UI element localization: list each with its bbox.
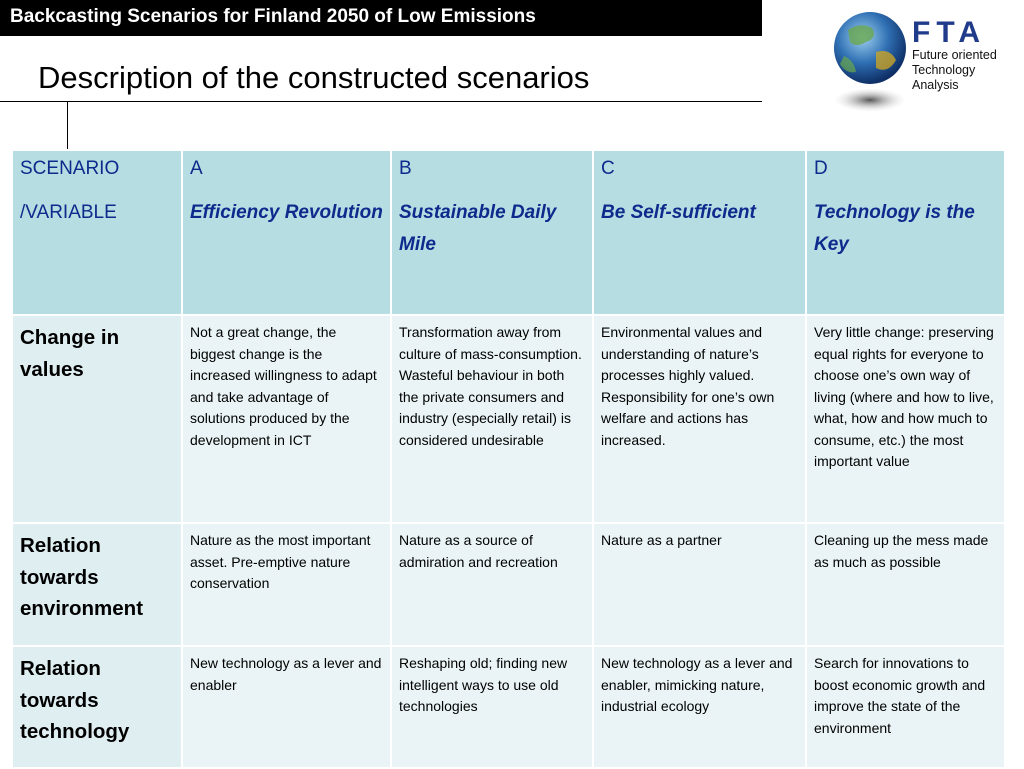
scenario-header-d (806, 150, 1005, 315)
logo-text (912, 18, 997, 93)
scenario-name: Efficiency Revolution (190, 202, 383, 223)
corner-header-cell (12, 150, 182, 315)
scenario-letter: A (190, 158, 203, 179)
table-cell: Not a great change, the biggest change is the increased willingness to adapt and take advantage of solutions produced by the development in ICT (182, 315, 391, 523)
scenario-header-c (593, 150, 806, 315)
vertical-divider (67, 101, 68, 149)
variable-label: Relation towards technology (12, 646, 182, 768)
table-row (12, 315, 1005, 523)
table-cell: Nature as a source of admiration and recreation (391, 523, 593, 646)
table-cell: New technology as a lever and enabler, mimicking nature, industrial ecology (593, 646, 806, 768)
banner-text: Backcasting Scenarios for Finland 2050 of Low Emissions (10, 6, 536, 27)
table-cell: Cleaning up the mess made as much as possible (806, 523, 1005, 646)
title-banner (0, 0, 762, 36)
scenario-letter: D (814, 158, 828, 179)
title-underline (0, 101, 762, 102)
table-cell: Nature as the most important asset. Pre-emptive nature conservation (182, 523, 391, 646)
scenario-name: Technology is the Key (814, 202, 975, 255)
table-cell: Environmental values and understanding of nature’s processes highly valued. Responsibility for one’s own welfare and actions has increased. (593, 315, 806, 523)
table-cell: Transformation away from culture of mass-consumption. Wasteful behaviour in both the private consumers and industry (especially retail) is considered undesirable (391, 315, 593, 523)
logo-abbr: FTA (912, 16, 987, 49)
scenario-header-b (391, 150, 593, 315)
table-cell: Reshaping old; finding new intelligent ways to use old technologies (391, 646, 593, 768)
scenario-letter: C (601, 158, 615, 179)
table-cell: Search for innovations to boost economic growth and improve the state of the environment (806, 646, 1005, 768)
table-cell: Very little change: preserving equal rights for everyone to choose one’s own way of living (where and how to live, what, how and how much to consume, etc.) the most important value (806, 315, 1005, 523)
variable-label: Relation towards environment (12, 523, 182, 646)
corner-label-2: /VARIABLE (20, 202, 117, 223)
fta-logo (826, 8, 1016, 118)
scenario-letter: B (399, 158, 412, 179)
scenario-name: Sustainable Daily Mile (399, 202, 557, 255)
scenario-table (11, 149, 1006, 769)
table-row (12, 646, 1005, 768)
table-row (12, 523, 1005, 646)
globe-icon (826, 8, 916, 118)
slide-title: Description of the constructed scenarios (38, 60, 590, 95)
corner-label-1: SCENARIO (20, 158, 120, 179)
logo-line-1: Future oriented (912, 48, 997, 62)
table-cell: Nature as a partner (593, 523, 806, 646)
variable-label: Change in values (12, 315, 182, 523)
logo-line-2: Technology (912, 63, 976, 77)
logo-line-3: Analysis (912, 78, 959, 92)
scenario-name: Be Self-sufficient (601, 202, 756, 223)
scenario-header-a (182, 150, 391, 315)
table-cell: New technology as a lever and enabler (182, 646, 391, 768)
table-header-row (12, 150, 1005, 315)
